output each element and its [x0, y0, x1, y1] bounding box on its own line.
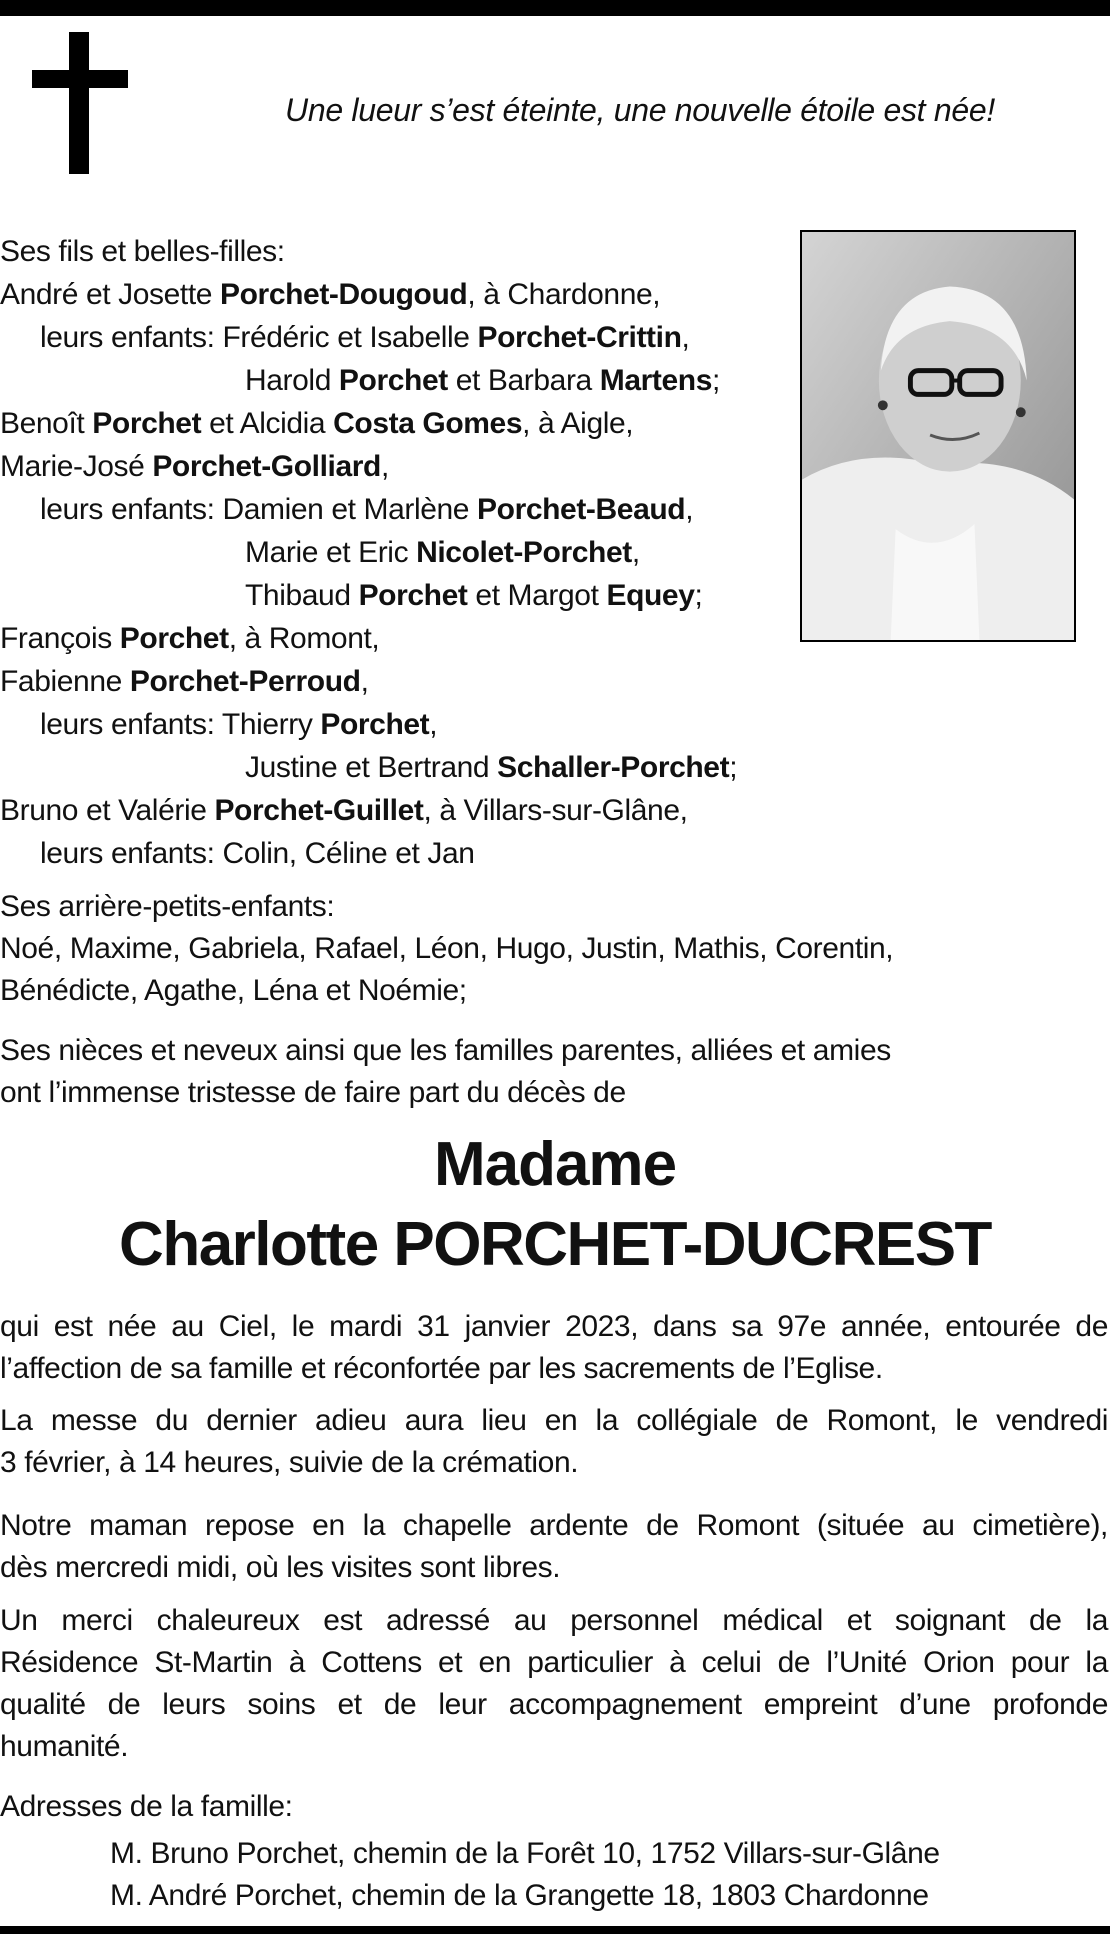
paragraph-passing: [0, 1306, 1108, 1390]
family-text: Marie-José: [0, 450, 153, 483]
family-line: [0, 832, 790, 875]
family-text: , à Villars-sur-Glâne,: [423, 794, 688, 827]
family-surname: Porchet: [119, 622, 229, 655]
family-text: ,: [685, 493, 694, 526]
paragraph-mass: [0, 1400, 1108, 1484]
family-line: [0, 574, 790, 617]
family-text: Bruno et Valérie: [0, 794, 215, 827]
family-surname: Equey: [606, 579, 695, 612]
family-text: ,: [360, 665, 369, 698]
family-text: ;: [729, 751, 738, 784]
announcement-line: ont l’immense tristesse de faire part du décès de: [0, 1076, 626, 1109]
family-surname: Schaller-Porchet: [497, 751, 730, 784]
family-text: et Alcidia: [201, 407, 334, 440]
paragraph-line: humanité.: [0, 1730, 129, 1763]
address-line: M. Bruno Porchet, chemin de la Forêt 10, 1752 Villars-sur-Glâne: [110, 1837, 940, 1870]
paragraph-chapel: [0, 1505, 1108, 1589]
family-text: leurs enfants: Damien et Marlène: [40, 493, 478, 526]
deceased-title: Madame: [433, 1130, 677, 1199]
great-grandchildren-line: Bénédicte, Agathe, Léna et Noémie;: [0, 974, 467, 1007]
motto: Une lueur s’est éteinte, une nouvelle étoile est née!: [285, 92, 995, 128]
family-line: [0, 316, 790, 359]
top-rule: [0, 0, 1110, 16]
great-grandchildren: [0, 886, 1108, 1012]
family-text: ,: [631, 536, 640, 569]
family-line: [0, 488, 790, 531]
announcement: [0, 1030, 1108, 1114]
family-text: François: [0, 622, 120, 655]
family-surname: Porchet: [338, 364, 448, 397]
family-surname: Costa Gomes: [333, 407, 523, 440]
family-line: [0, 359, 790, 402]
family-line: [0, 273, 790, 316]
deceased-name-block: [0, 1125, 1110, 1285]
family-surname: Porchet-Crittin: [477, 321, 682, 354]
family-text: ,: [380, 450, 389, 483]
family-text: leurs enfants: Colin, Céline et Jan: [40, 837, 475, 870]
family-line: [0, 531, 790, 574]
paragraph-line: Notre maman repose en la chapelle ardente de Romont (située au cimetière),: [0, 1509, 1108, 1542]
family-surname: Nicolet-Porchet: [416, 536, 632, 569]
paragraph-line: dès mercredi midi, où les visites sont libres.: [0, 1551, 561, 1584]
family-surname: Porchet-Golliard: [152, 450, 381, 483]
family-surname: Porchet-Dougoud: [220, 278, 468, 311]
family-text: leurs enfants: Frédéric et Isabelle: [40, 321, 478, 354]
family-line: [0, 660, 790, 703]
family-surname: Porchet: [92, 407, 202, 440]
deceased-name: Charlotte PORCHET-DUCREST: [119, 1210, 991, 1279]
addresses-list: [110, 1833, 1110, 1917]
paragraph-line: Résidence St-Martin à Cottens et en particulier à celui de l’Unité Orion pour la: [0, 1646, 1108, 1679]
family-text: Thibaud: [245, 579, 359, 612]
family-text: et Margot: [467, 579, 607, 612]
family-text: Marie et Eric: [245, 536, 417, 569]
family-line: [0, 402, 790, 445]
family-line: [0, 789, 790, 832]
family-text: Fabienne: [0, 665, 130, 698]
family-text: , à Chardonne,: [467, 278, 661, 311]
family-text: André et Josette: [0, 278, 221, 311]
family-text: Benoît: [0, 407, 93, 440]
family-surname: Porchet: [358, 579, 468, 612]
family-surname: Porchet-Beaud: [477, 493, 686, 526]
sons-heading: Ses fils et belles-filles:: [0, 235, 285, 268]
family-line: [0, 445, 790, 488]
family-line: [0, 617, 790, 660]
paragraph-line: 3 février, à 14 heures, suivie de la crémation.: [0, 1446, 579, 1479]
family-surname: Porchet: [320, 708, 430, 741]
address-line: M. André Porchet, chemin de la Grangette 18, 1803 Chardonne: [110, 1879, 929, 1912]
portrait-photo: [800, 230, 1076, 642]
family-text: ;: [694, 579, 703, 612]
family-line: [0, 746, 790, 789]
paragraph-line: La messe du dernier adieu aura lieu en la collégiale de Romont, le vendredi: [0, 1404, 1108, 1437]
family-list: [0, 230, 790, 875]
family-line: [0, 703, 790, 746]
addresses-heading: Adresses de la famille:: [0, 1790, 293, 1823]
family-surname: Martens: [599, 364, 713, 397]
family-text: ;: [712, 364, 720, 397]
bottom-rule: [0, 1926, 1110, 1934]
family-text: , à Romont,: [228, 622, 380, 655]
family-text: , à Aigle,: [522, 407, 634, 440]
paragraph-line: qualité de leurs soins et de leur accompagnement empreint d’une profonde: [0, 1688, 1108, 1721]
great-grandchildren-line: Noé, Maxime, Gabriela, Rafael, Léon, Hugo, Justin, Mathis, Corentin,: [0, 932, 894, 965]
paragraph-thanks: [0, 1600, 1108, 1768]
family-surname: Porchet-Perroud: [129, 665, 361, 698]
family-text: Justine et Bertrand: [245, 751, 498, 784]
family-text: ,: [429, 708, 438, 741]
paragraph-line: qui est née au Ciel, le mardi 31 janvier 2023, dans sa 97e année, entourée de: [0, 1310, 1108, 1343]
announcement-line: Ses nièces et neveux ainsi que les familles parentes, alliées et amies: [0, 1034, 891, 1067]
family-surname: Porchet-Guillet: [214, 794, 424, 827]
great-grandchildren-heading: Ses arrière-petits-enfants:: [0, 890, 335, 923]
family-text: ,: [681, 321, 690, 354]
family-text: Harold: [245, 364, 339, 397]
cross-icon: [32, 32, 128, 174]
paragraph-line: Un merci chaleureux est adressé au personnel médical et soignant de la: [0, 1604, 1108, 1637]
family-text: leurs enfants: Thierry: [40, 708, 321, 741]
paragraph-line: l’affection de sa famille et réconfortée par les sacrements de l’Eglise.: [0, 1352, 883, 1385]
family-text: et Barbara: [447, 364, 600, 397]
